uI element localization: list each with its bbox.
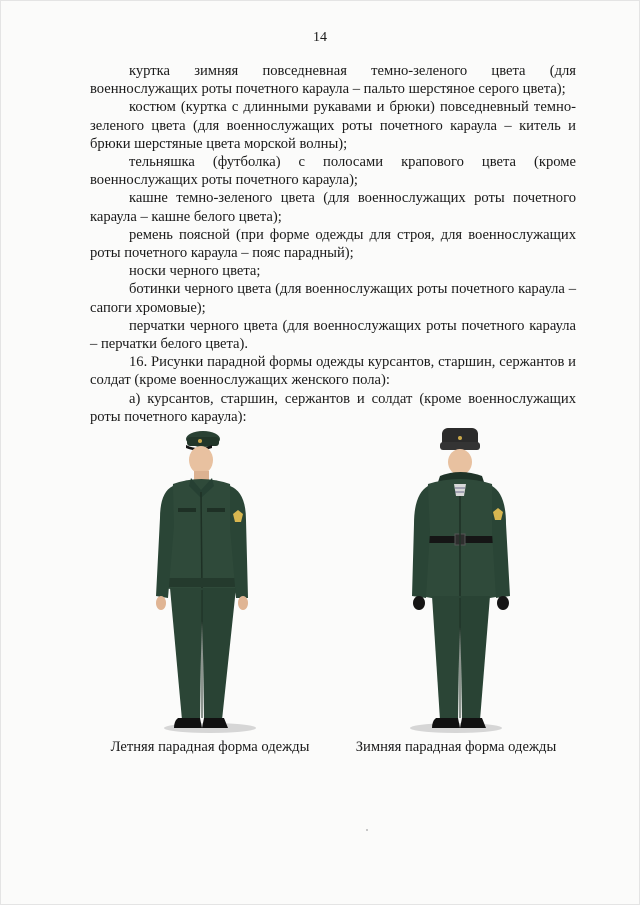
figure-caption-summer: Летняя парадная форма одежды [110,739,310,755]
paragraph: куртка зимняя повседневная темно-зеленого цвета (для военнослужащих роты почетного караула – пальто шерстяное серого цвета); [90,63,576,98]
page-number: 14 [313,30,327,45]
soldier-summer-uniform-illustration [90,428,330,733]
figure-caption-winter: Зимняя парадная форма одежды [355,739,557,755]
subsection-paragraph: а) курсантов, старшин, сержантов и солдат (кроме военнослужащих роты почетного караула): [90,390,576,425]
scan-artifact [366,829,368,831]
paragraph: кашне темно-зеленого цвета (для военнослужащих роты почетного караула – кашне белого цвета); [90,190,576,225]
soldier-winter-uniform-illustration [336,428,576,733]
paragraph: тельняшка (футболка) с полосами крапового цвета (кроме военнослужащих роты почетного караула); [90,154,576,189]
figure-winter-uniform [336,428,576,768]
paragraph: костюм (куртка с длинными рукавами и брюки) повседневный темно-зеленого цвета (для военнослужащих роты почетного караула – китель и брюки шерстяные цвета морской волны); [90,99,576,152]
section-heading-paragraph: 16. Рисунки парадной формы одежды курсантов, старшин, сержантов и солдат (кроме военнослужащих женского пола): [90,354,576,389]
paragraph: ремень поясной (при форме одежды для строя, для военнослужащих роты почетного караула – пояс парадный); [90,226,576,262]
body-text [90,62,576,426]
paragraph: носки черного цвета; [129,263,261,280]
paragraph: перчатки черного цвета (для военнослужащих роты почетного караула – перчатки белого цвета). [90,317,576,353]
uniform-figures [90,428,576,768]
figure-summer-uniform [90,428,330,768]
paragraph: ботинки черного цвета (для военнослужащих роты почетного караула – сапоги хромовые); [90,281,576,316]
